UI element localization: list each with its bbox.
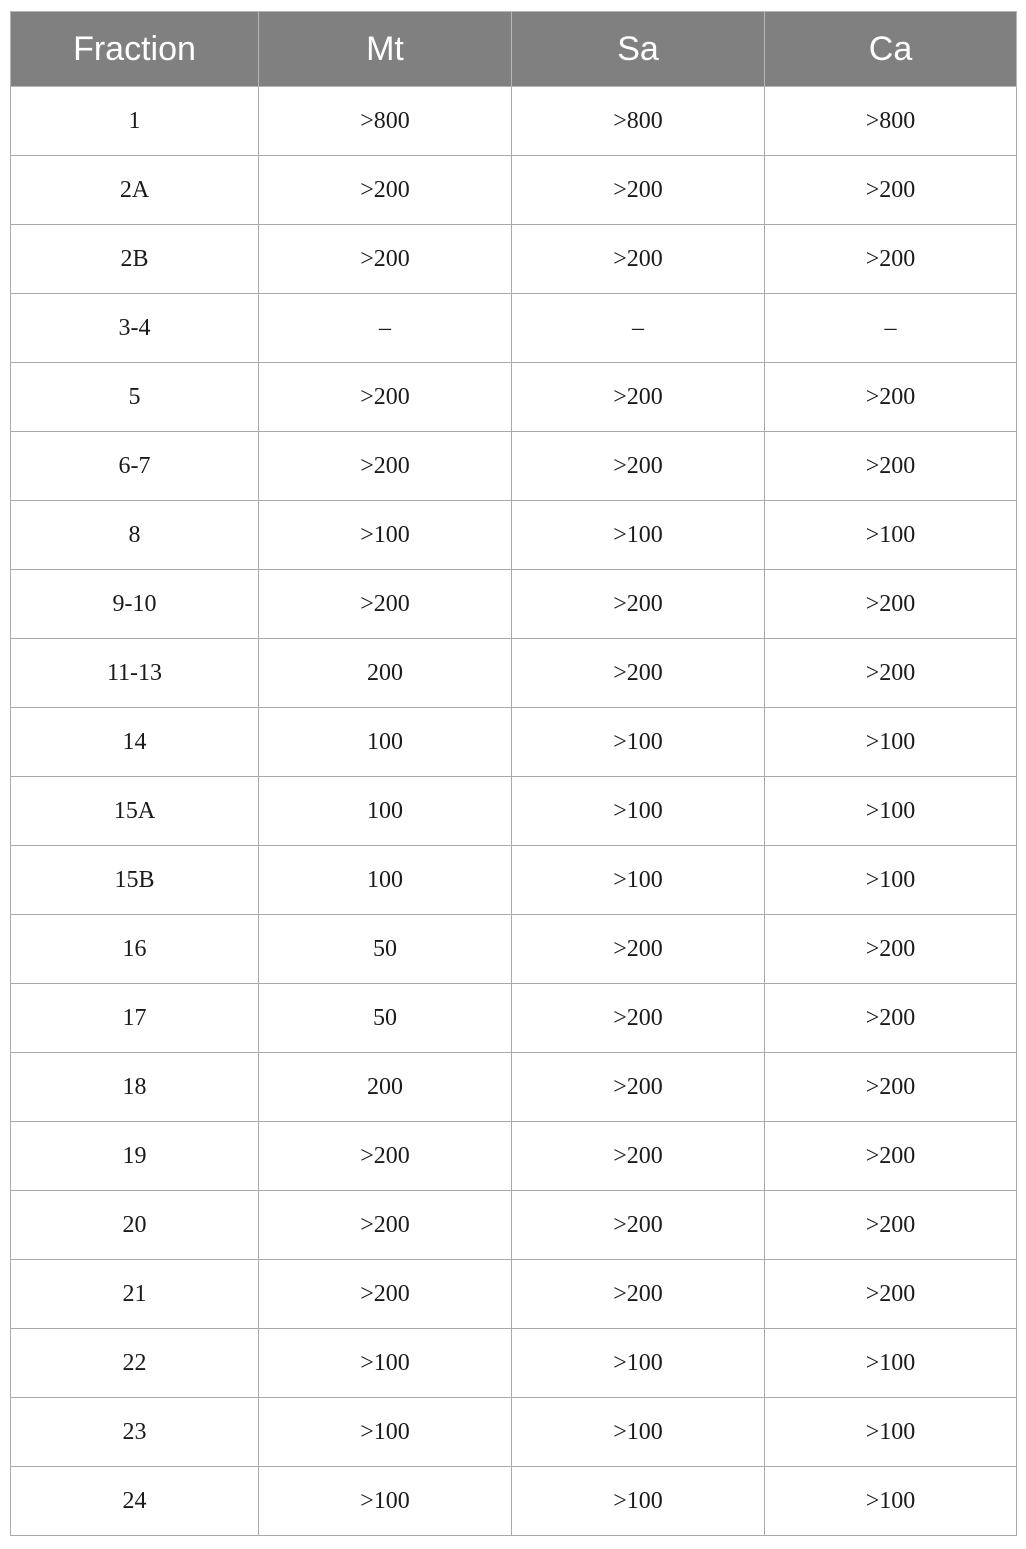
cell-sa: >100 (512, 777, 765, 846)
table-row (11, 294, 1017, 363)
cell-mt: >100 (259, 501, 512, 570)
cell-mt: >200 (259, 156, 512, 225)
cell-ca: >200 (765, 363, 1017, 432)
cell-mt: >200 (259, 1260, 512, 1329)
table-row (11, 1122, 1017, 1191)
cell-fraction: 20 (11, 1191, 259, 1260)
cell-fraction: 23 (11, 1398, 259, 1467)
cell-sa: >200 (512, 432, 765, 501)
table-row (11, 156, 1017, 225)
cell-mt: >200 (259, 570, 512, 639)
table-row (11, 225, 1017, 294)
cell-ca: >200 (765, 1260, 1017, 1329)
cell-sa: >200 (512, 1053, 765, 1122)
cell-fraction: 22 (11, 1329, 259, 1398)
cell-fraction: 15A (11, 777, 259, 846)
cell-sa: >200 (512, 1122, 765, 1191)
cell-sa: >100 (512, 1467, 765, 1536)
cell-ca: – (765, 294, 1017, 363)
cell-sa: >200 (512, 1260, 765, 1329)
cell-fraction: 9-10 (11, 570, 259, 639)
table-row (11, 915, 1017, 984)
header-mt: Mt (259, 12, 512, 87)
cell-sa: >200 (512, 639, 765, 708)
cell-ca: >200 (765, 915, 1017, 984)
cell-fraction: 2B (11, 225, 259, 294)
cell-ca: >200 (765, 156, 1017, 225)
cell-fraction: 8 (11, 501, 259, 570)
cell-ca: >100 (765, 708, 1017, 777)
cell-ca: >200 (765, 225, 1017, 294)
cell-fraction: 3-4 (11, 294, 259, 363)
cell-ca: >200 (765, 639, 1017, 708)
cell-sa: >200 (512, 156, 765, 225)
cell-mt: >200 (259, 225, 512, 294)
table-row (11, 846, 1017, 915)
cell-mt: – (259, 294, 512, 363)
header-fraction: Fraction (11, 12, 259, 87)
cell-fraction: 24 (11, 1467, 259, 1536)
cell-ca: >200 (765, 984, 1017, 1053)
cell-fraction: 5 (11, 363, 259, 432)
header-sa: Sa (512, 12, 765, 87)
cell-sa: >200 (512, 984, 765, 1053)
cell-mt: >200 (259, 363, 512, 432)
cell-ca: >200 (765, 570, 1017, 639)
cell-fraction: 2A (11, 156, 259, 225)
cell-fraction: 6-7 (11, 432, 259, 501)
table-row (11, 432, 1017, 501)
cell-ca: >100 (765, 777, 1017, 846)
table-row (11, 1053, 1017, 1122)
table-body (11, 87, 1017, 1536)
cell-fraction: 1 (11, 87, 259, 156)
cell-mt: >100 (259, 1467, 512, 1536)
cell-ca: >100 (765, 846, 1017, 915)
cell-sa: >100 (512, 708, 765, 777)
cell-ca: >800 (765, 87, 1017, 156)
cell-mt: 50 (259, 915, 512, 984)
table-row (11, 1329, 1017, 1398)
cell-sa: >100 (512, 1398, 765, 1467)
cell-sa: >100 (512, 501, 765, 570)
table-row (11, 708, 1017, 777)
cell-sa: >100 (512, 1329, 765, 1398)
table-row (11, 87, 1017, 156)
cell-ca: >100 (765, 1398, 1017, 1467)
fraction-table (10, 11, 1017, 1536)
table-row (11, 984, 1017, 1053)
cell-fraction: 14 (11, 708, 259, 777)
cell-fraction: 21 (11, 1260, 259, 1329)
table-row (11, 1191, 1017, 1260)
cell-mt: 50 (259, 984, 512, 1053)
cell-mt: >200 (259, 1122, 512, 1191)
cell-sa: >800 (512, 87, 765, 156)
table-row (11, 777, 1017, 846)
table-row (11, 1260, 1017, 1329)
cell-mt: 100 (259, 777, 512, 846)
cell-mt: 200 (259, 1053, 512, 1122)
cell-sa: >200 (512, 915, 765, 984)
cell-ca: >100 (765, 1467, 1017, 1536)
cell-fraction: 19 (11, 1122, 259, 1191)
cell-sa: >200 (512, 363, 765, 432)
cell-ca: >200 (765, 1191, 1017, 1260)
cell-ca: >100 (765, 501, 1017, 570)
table-header (11, 12, 1017, 87)
cell-sa: – (512, 294, 765, 363)
cell-mt: >200 (259, 1191, 512, 1260)
cell-sa: >200 (512, 225, 765, 294)
cell-ca: >200 (765, 432, 1017, 501)
cell-sa: >200 (512, 1191, 765, 1260)
cell-mt: 200 (259, 639, 512, 708)
cell-fraction: 11-13 (11, 639, 259, 708)
cell-mt: >800 (259, 87, 512, 156)
header-row (11, 12, 1017, 87)
cell-fraction: 15B (11, 846, 259, 915)
cell-fraction: 16 (11, 915, 259, 984)
cell-ca: >100 (765, 1329, 1017, 1398)
table-row (11, 1467, 1017, 1536)
cell-mt: 100 (259, 708, 512, 777)
data-table-container (10, 11, 1016, 1536)
cell-fraction: 17 (11, 984, 259, 1053)
cell-ca: >200 (765, 1053, 1017, 1122)
cell-sa: >100 (512, 846, 765, 915)
cell-ca: >200 (765, 1122, 1017, 1191)
cell-mt: >200 (259, 432, 512, 501)
header-ca: Ca (765, 12, 1017, 87)
table-row (11, 639, 1017, 708)
cell-mt: >100 (259, 1398, 512, 1467)
cell-sa: >200 (512, 570, 765, 639)
cell-mt: >100 (259, 1329, 512, 1398)
cell-fraction: 18 (11, 1053, 259, 1122)
table-row (11, 501, 1017, 570)
table-row (11, 570, 1017, 639)
cell-mt: 100 (259, 846, 512, 915)
table-row (11, 1398, 1017, 1467)
table-row (11, 363, 1017, 432)
